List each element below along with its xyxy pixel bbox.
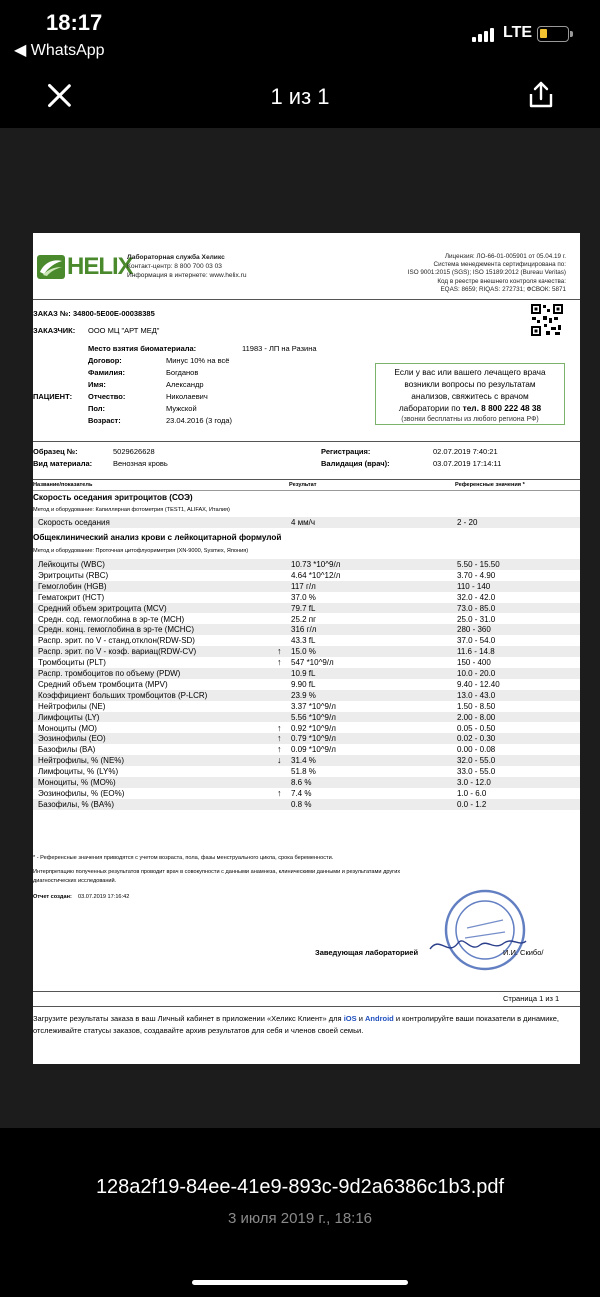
result-reference: 1.50 - 8.50 [457, 701, 496, 711]
result-flag: ↑ [277, 733, 282, 744]
client-name: ООО МЦ "АРТ МЕД" [88, 326, 160, 335]
result-row [33, 744, 580, 755]
result-reference: 0.00 - 0.08 [457, 745, 496, 755]
divider [33, 479, 580, 480]
result-name: Средн. конц. гемоглобина в эр-те (MCHC) [38, 625, 194, 635]
result-flag: ↑ [277, 722, 282, 733]
patient-field-value: Мужской [166, 404, 197, 413]
result-reference: 73.0 - 85.0 [457, 603, 496, 613]
material-label: Вид материала: [33, 459, 93, 468]
sample-number: 5029626628 [113, 447, 155, 456]
signal-icon [472, 26, 496, 42]
result-value: 5.56 *10^9/л [291, 712, 336, 722]
patient-field-value: Николаевич [166, 392, 208, 401]
android-link[interactable]: Android [364, 1014, 394, 1023]
lab-info: Лабораторная служба Хеликс Контакт-центр: 8 800 700 03 03 Информация в интернете: www.helix.ru [127, 254, 247, 279]
registration-value: 02.07.2019 7:40:21 [433, 447, 498, 456]
ios-link[interactable]: iOS [343, 1014, 357, 1023]
result-name: Распр. эрит. по V - коэф. вариац(RDW-CV) [38, 647, 197, 657]
result-reference: 13.0 - 43.0 [457, 690, 496, 700]
footnote-interpretation-cont: диагностических исследований. [33, 878, 117, 884]
result-value: 4.64 *10^12/л [291, 570, 341, 580]
result-name: Средн. сод. гемоглобина в эр-те (MCH) [38, 614, 185, 624]
battery-icon [537, 26, 569, 42]
result-value: 0.8 % [291, 799, 312, 809]
result-row [33, 559, 580, 570]
pdf-page [33, 233, 580, 1064]
qr-code-icon [530, 303, 564, 337]
result-value: 51.8 % [291, 767, 316, 777]
page-number: Страница 1 из 1 [503, 994, 560, 1003]
column-header-result: Результат [289, 482, 317, 488]
result-value: 316 г/л [291, 625, 317, 635]
doctor-contact-notice: Если у вас или вашего лечащего врача возникли вопросы по результатам анализов, свяжитесь с врачом лаборатории по тел. 8 800 222 48 38 (звонки бесплатны из любого региона РФ) [375, 363, 565, 425]
section-method-cbc: Метод и оборудование: Проточная цитофлуориметрия (XN-9000, Sysmex, Япония) [33, 548, 249, 554]
result-reference: 32.0 - 42.0 [457, 592, 496, 602]
result-name: Тромбоциты (PLT) [38, 658, 106, 668]
result-row [33, 646, 580, 657]
result-flag: ↑ [277, 787, 282, 798]
result-reference: 3.0 - 12.0 [457, 778, 491, 787]
network-label: LTE [503, 24, 533, 41]
divider [33, 441, 580, 442]
result-flag: ↑ [277, 744, 282, 755]
result-row [33, 777, 580, 788]
result-reference: 110 - 140 [457, 581, 491, 591]
result-value: 9.90 fL [291, 679, 316, 689]
result-value: 8.6 % [291, 778, 312, 787]
report-created-label: Отчет создан: [33, 894, 72, 900]
file-name: 128a2f19-84ee-41e9-893c-9d2a6386c1b3.pdf [95, 1176, 505, 1198]
result-value: 31.4 % [291, 756, 316, 766]
result-value: 3.37 *10^9/л [291, 701, 336, 711]
result-value: 79.7 fL [291, 603, 316, 613]
result-value: 7.4 % [291, 788, 312, 798]
result-value: 0.09 *10^9/л [291, 745, 336, 755]
result-reference: 5.50 - 15.50 [457, 560, 500, 569]
doctor-phone[interactable]: тел. 8 800 222 48 38 [462, 403, 542, 413]
result-value: 547 *10^9/л [291, 658, 334, 668]
result-flag: ↑ [277, 657, 282, 668]
section-title-cbc: Общеклинический анализ крови с лейкоцитарной формулой [33, 533, 282, 542]
result-row [33, 690, 580, 701]
result-reference: 3.70 - 4.90 [457, 570, 496, 580]
result-reference: 10.0 - 20.0 [457, 669, 496, 678]
section-title-esr: Скорость оседания эритроцитов (СОЭ) [33, 493, 193, 502]
app-promo: Загрузите результаты заказа в ваш Личный кабинет в приложении «Хеликс Клиент» для iOS и Android и контролируйте ваши показатели в динамике, отслеживайте статусы заказов, создавайте архив результатов для себя и членов своей семьи. [33, 1014, 560, 1035]
result-name: Коэффициент больших тромбоцитов (P-LCR) [38, 690, 208, 700]
result-row [33, 766, 580, 777]
result-row [33, 570, 580, 581]
status-time: 18:17 [46, 10, 103, 35]
result-row [33, 788, 580, 799]
client-label: ЗАКАЗЧИК: [33, 326, 76, 335]
result-row [33, 679, 580, 690]
result-name: Лимфоциты, % (LY%) [38, 767, 119, 777]
result-row [33, 614, 580, 625]
result-flag: ↑ [277, 646, 282, 657]
result-reference: 11.6 - 14.8 [457, 647, 495, 657]
patient-field-label: Фамилия: [88, 368, 125, 377]
patient-field-value: Богданов [166, 368, 199, 377]
result-name: Эозинофилы, % (EO%) [38, 788, 125, 798]
patient-field-label: Пол: [88, 404, 106, 413]
patient-field-value: Александр [166, 380, 204, 389]
patient-field-value: 23.04.2016 (3 года) [166, 416, 232, 425]
result-value: 0.79 *10^9/л [291, 734, 336, 744]
validation-value: 03.07.2019 17:14:11 [433, 459, 502, 468]
result-reference: 0.05 - 0.50 [457, 723, 496, 733]
material-value: Венозная кровь [113, 459, 168, 468]
result-value: 117 г/л [291, 581, 316, 591]
result-reference: 0.0 - 1.2 [457, 799, 487, 809]
share-icon[interactable] [526, 80, 556, 110]
result-row [33, 701, 580, 712]
divider [33, 490, 580, 491]
result-name: Лейкоциты (WBC) [38, 560, 105, 569]
result-row [33, 799, 580, 810]
result-row [33, 712, 580, 723]
column-header-reference: Референсные значения * [455, 482, 525, 488]
result-value: 4 мм/ч [291, 518, 316, 527]
home-indicator[interactable] [192, 1280, 408, 1285]
result-reference: 2.00 - 8.00 [457, 712, 496, 722]
patient-label: ПАЦИЕНТ: [33, 392, 73, 401]
column-header-name: Название/показатель [33, 482, 93, 488]
result-name: Базофилы, % (BA%) [38, 799, 114, 809]
result-value: 23.9 % [291, 690, 316, 700]
license-info: Лицензия: ЛО-66-01-005901 от 05.04.19 г. Система менеджмента сертифицирована по: ISO 9001:2015 (SGS); ISO 15189:2012 (Bureau Veritas) Код в реестре внешнего контроля качества: EQAS: 8659; RIQAS: 272731; ФСВОК: 5871 [407, 253, 566, 293]
place-value: 11983 - ЛП на Разина [242, 344, 317, 353]
result-row [33, 733, 580, 744]
result-row [33, 517, 580, 528]
result-value: 25.2 пг [291, 614, 317, 624]
registration-label: Регистрация: [321, 447, 371, 456]
result-reference: 37.0 - 54.0 [457, 636, 496, 646]
report-created-value: 03.07.2019 17:16:42 [78, 894, 130, 900]
result-row [33, 668, 580, 679]
result-row [33, 592, 580, 603]
result-name: Нейтрофилы, % (NE%) [38, 756, 125, 766]
result-row [33, 723, 580, 734]
result-name: Эритроциты (RBC) [38, 570, 109, 580]
result-flag: ↓ [277, 755, 282, 766]
result-value: 10.73 *10^9/л [291, 560, 341, 569]
result-name: Средний объем эритроцита (MCV) [38, 603, 167, 613]
result-row [33, 581, 580, 592]
head-of-lab-label: Заведующая лабораторией [315, 948, 419, 957]
result-reference: 33.0 - 55.0 [457, 767, 496, 777]
order-label: ЗАКАЗ №: [33, 309, 71, 318]
divider [33, 1006, 580, 1007]
result-name: Нейтрофилы (NE) [38, 701, 106, 711]
result-reference: 32.0 - 55.0 [457, 756, 496, 766]
result-value: 10.9 fL [291, 669, 316, 678]
result-row [33, 624, 580, 635]
result-reference: 0.02 - 0.30 [457, 734, 496, 744]
page-indicator: 1 из 1 [270, 84, 330, 109]
result-value: 0.92 *10^9/л [291, 723, 336, 733]
patient-field-label: Отчество: [88, 392, 126, 401]
result-name: Эозинофилы (EO) [38, 734, 106, 744]
result-value: 15.0 % [291, 647, 316, 657]
result-reference: 150 - 400 [457, 658, 491, 668]
patient-field-label: Возраст: [88, 416, 121, 425]
result-row [33, 657, 580, 668]
result-name: Средний объем тромбоцита (MPV) [38, 679, 168, 689]
lab-stamp-icon [443, 888, 527, 972]
result-reference: 1.0 - 6.0 [457, 788, 487, 798]
result-name: Распр. тромбоцитов по объему (PDW) [38, 669, 181, 678]
section-method-esr: Метод и оборудование: Капиллярная фотометрия (TEST1, ALIFAX, Италия) [33, 507, 230, 513]
patient-field-label: Имя: [88, 380, 106, 389]
result-name: Базофилы (BA) [38, 745, 96, 755]
result-name: Гематокрит (HCT) [38, 592, 105, 602]
result-reference: 280 - 360 [457, 625, 491, 635]
sample-label: Образец №: [33, 447, 78, 456]
result-row [33, 603, 580, 614]
footnote-reference: * - Референсные значения приводятся с учетом возраста, пола, фазы менструального цикла, срока беременности. [33, 855, 334, 861]
status-bar [0, 0, 600, 64]
head-of-lab-name: И.И. Скибо/ [503, 948, 544, 957]
helix-logo: HELIX [67, 253, 133, 280]
file-date: 3 июля 2019 г., 18:16 [227, 1210, 373, 1227]
result-name: Моноциты, % (MO%) [38, 778, 116, 787]
result-name: Гемоглобин (HGB) [38, 581, 107, 591]
result-reference: 25.0 - 31.0 [457, 614, 496, 624]
result-value: 43.3 fL [291, 636, 316, 646]
divider [33, 991, 580, 992]
footnote-interpretation: Интерпретацию полученных результатов проводит врач в совокупности с данными анамнеза, клиническими данными и результатами других [33, 869, 401, 875]
back-to-app-link[interactable]: ◀ WhatsApp [14, 42, 105, 59]
result-row [33, 755, 580, 766]
file-info-bar [0, 1128, 600, 1297]
patient-field-value: Минус 10% на всё [166, 356, 230, 365]
result-row [33, 635, 580, 646]
validation-label: Валидация (врач): [321, 459, 390, 468]
result-name: Лимфоциты (LY) [38, 712, 100, 722]
result-name: Моноциты (MO) [38, 723, 97, 733]
patient-field-label: Договор: [88, 356, 122, 365]
result-reference: 2 - 20 [457, 518, 478, 527]
order-number: 34800-5E00E-00038385 [73, 309, 155, 318]
result-reference: 9.40 - 12.40 [457, 679, 500, 689]
divider [33, 299, 580, 300]
place-label: Место взятия биоматериала: [88, 344, 197, 353]
result-name: Распр. эрит. по V - станд.отклон(RDW-SD) [38, 636, 195, 646]
viewer-toolbar [0, 64, 600, 128]
result-name: Скорость оседания [38, 518, 110, 527]
result-value: 37.0 % [291, 592, 316, 602]
helix-logo-icon [37, 255, 65, 279]
